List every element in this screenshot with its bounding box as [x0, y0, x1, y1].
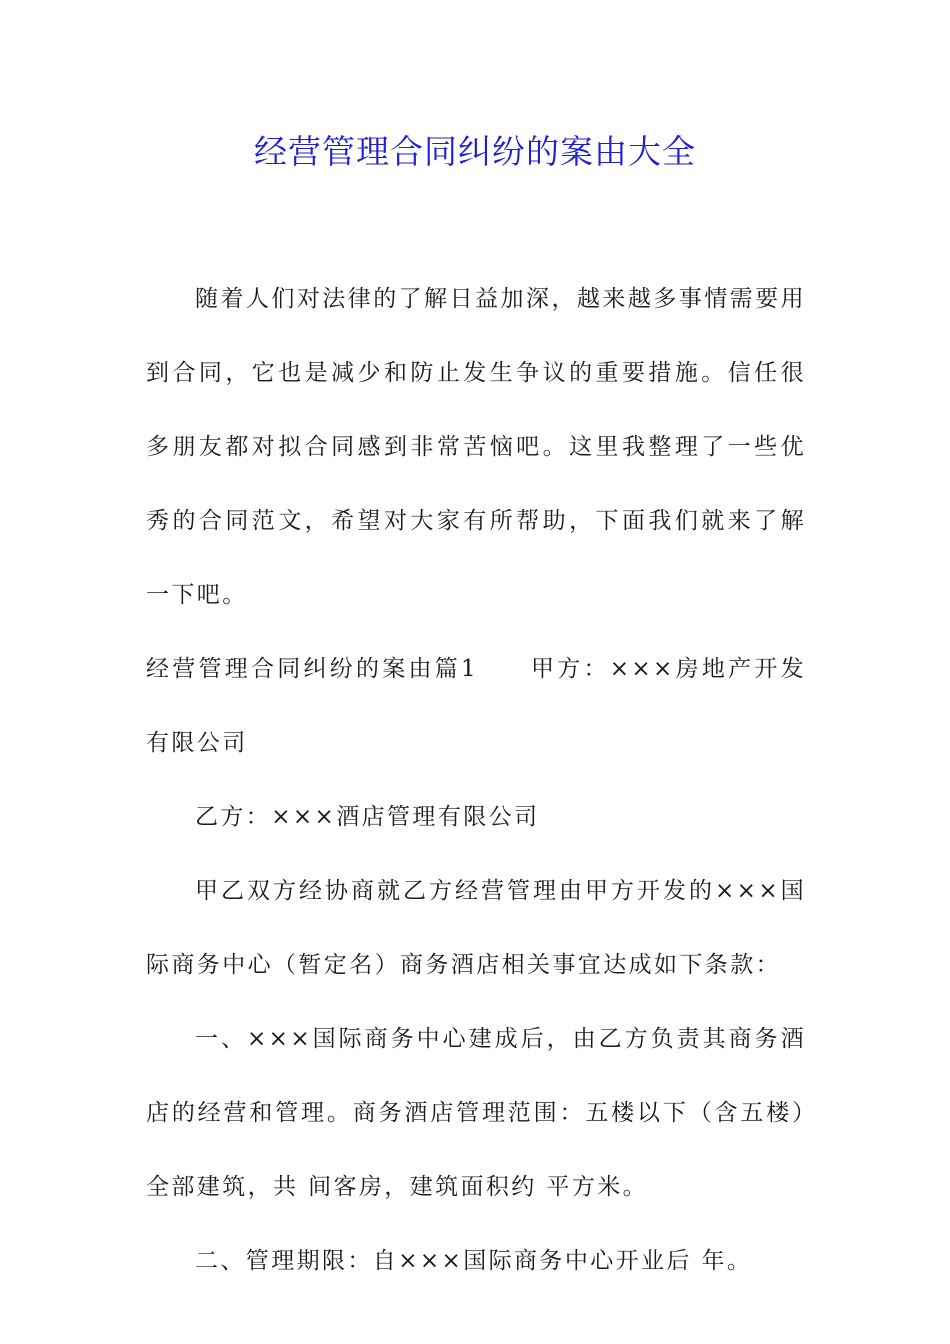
party-b: 乙方：×××酒店管理有限公司 [195, 804, 540, 830]
section-heading: 经营管理合同纠纷的案由篇1 [146, 656, 479, 682]
section-heading-line [146, 632, 806, 780]
party-a: 甲方：×××房地产开发有限公司 [146, 656, 806, 756]
intro-paragraph: 随着人们对法律的了解日益加深，越来越多事情需要用到合同，它也是减少和防止发生争议的重要措施。信任很多朋友都对拟合同感到非常苦恼吧。这里我整理了一些优秀的合同范文，希望对大家有所帮助，下面我们就来了解一下吧。 [146, 286, 806, 608]
document-body [146, 262, 806, 1298]
preamble-paragraph: 甲乙双方经协商就乙方经营管理由甲方开发的×××国际商务中心（暂定名）商务酒店相关事宜达成如下条款： [146, 878, 806, 978]
document-title: 经营管理合同纠纷的案由大全 [254, 132, 696, 171]
clause-2: 二、管理期限：自×××国际商务中心开业后 年。 [195, 1248, 753, 1274]
clause-1: 一、×××国际商务中心建成后，由乙方负责其商务酒店的经营和管理。商务酒店管理范围：五楼以下（含五楼）全部建筑，共 间客房，建筑面积约 平方米。 [146, 1026, 806, 1200]
